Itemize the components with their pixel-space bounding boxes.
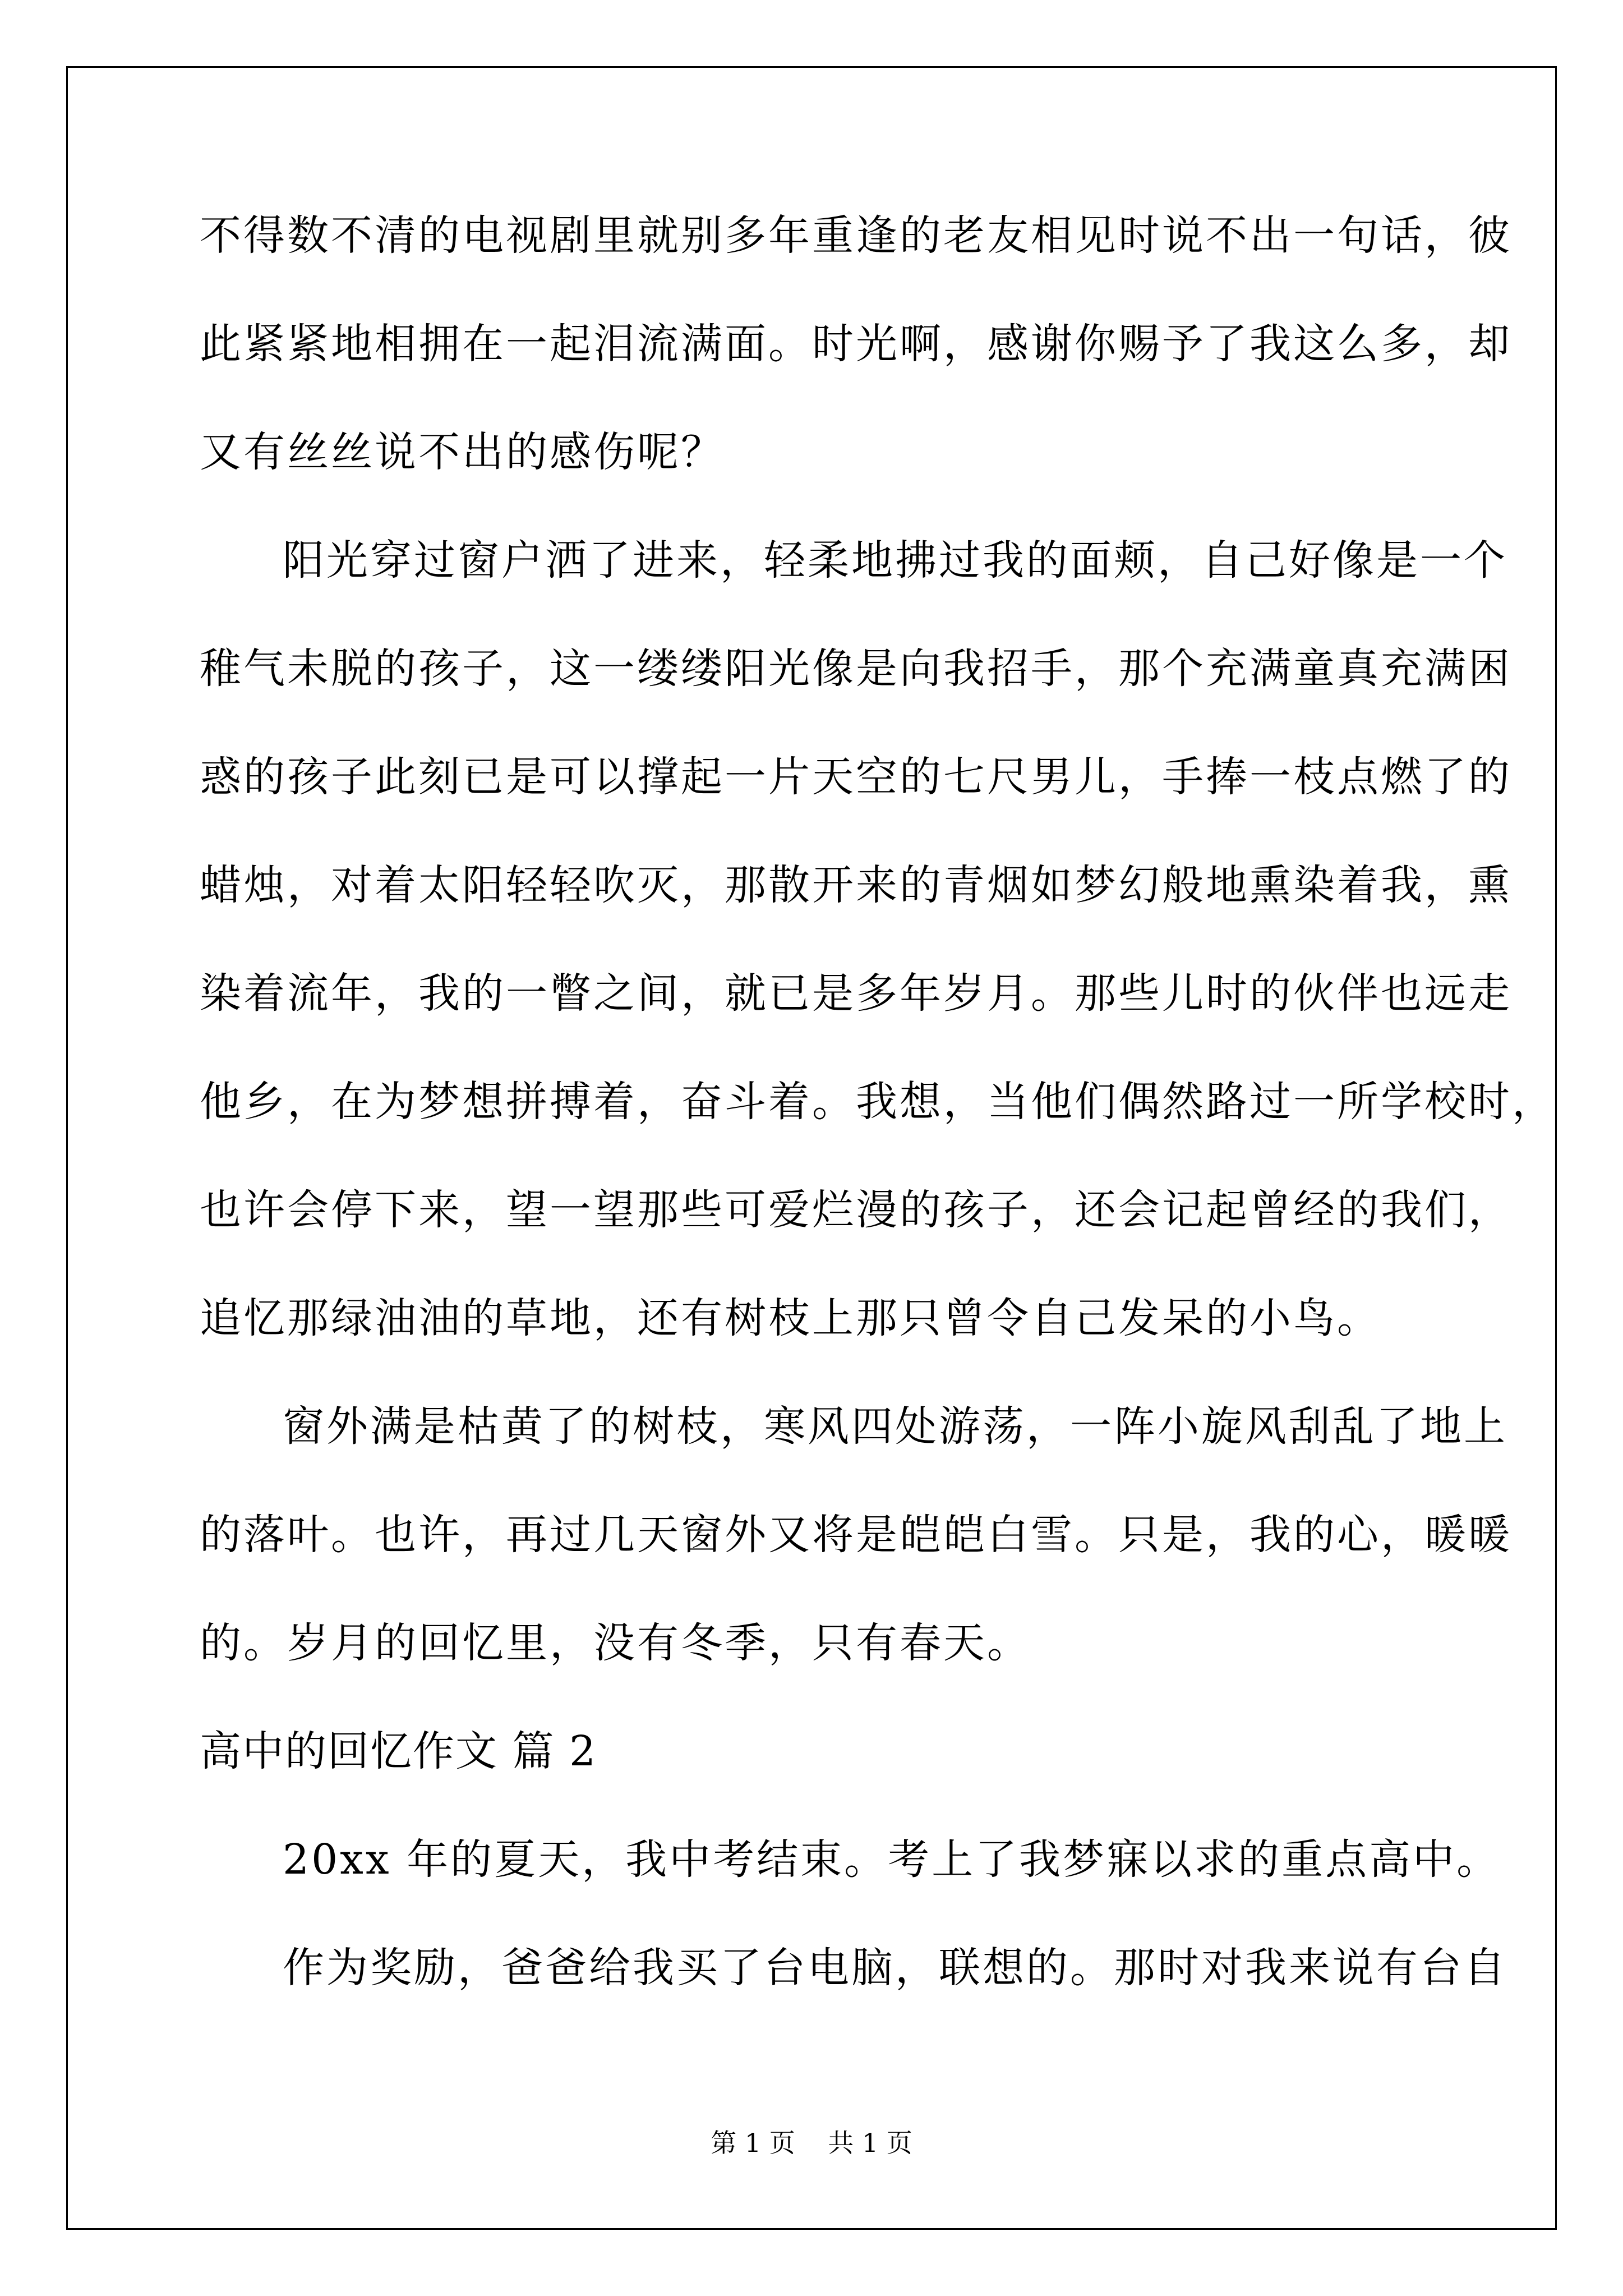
text-line: 蜡烛，对着太阳轻轻吹灭，那散开来的青烟如梦幻般地熏染着我，熏 [200, 861, 1512, 909]
text-line: 他乡，在为梦想拼搏着，奋斗着。我想，当他们偶然路过一所学校时， [200, 1078, 1556, 1126]
text-line: 作为奖励，爸爸给我买了台电脑，联想的。那时对我来说有台自 [283, 1944, 1507, 1992]
text-line: 阳光穿过窗户洒了进来，轻柔地拂过我的面颊，自己好像是一个 [283, 536, 1507, 585]
text-line: 20xx 年的夏天，我中考结束。考上了我梦寐以求的重点高中。 [283, 1835, 1501, 1884]
section-heading: 高中的回忆作文 篇 2 [200, 1727, 597, 1775]
page-footer: 第 1 页 共 1 页 [711, 2128, 912, 2158]
text-line: 追忆那绿油油的草地，还有树枝上那只曾令自己发呆的小鸟。 [200, 1294, 1381, 1342]
text-line: 惑的孩子此刻已是可以撑起一片天空的七尺男儿，手捧一枝点燃了的 [200, 753, 1512, 801]
text-line: 的落叶。也许，再过几天窗外又将是皑皑白雪。只是，我的心，暖暖 [200, 1511, 1512, 1559]
text-line: 的。岁月的回忆里，没有冬季，只有春天。 [200, 1619, 1031, 1667]
text-line: 又有丝丝说不出的感伤呢？ [200, 428, 725, 476]
text-line: 此紧紧地相拥在一起泪流满面。时光啊，感谢你赐予了我这么多，却 [200, 320, 1512, 368]
text-line: 不得数不清的电视剧里就别多年重逢的老友相见时说不出一句话，彼 [200, 211, 1512, 260]
text-line: 染着流年，我的一瞥之间，就已是多年岁月。那些儿时的伙伴也远走 [200, 969, 1512, 1018]
text-line: 稚气未脱的孩子，这一缕缕阳光像是向我招手，那个充满童真充满困 [200, 645, 1512, 693]
text-line: 窗外满是枯黄了的树枝，寒风四处游荡，一阵小旋风刮乱了地上 [283, 1402, 1507, 1451]
page-border [66, 66, 1557, 2230]
text-line: 也许会停下来，望一望那些可爱烂漫的孩子，还会记起曾经的我们， [200, 1186, 1512, 1234]
